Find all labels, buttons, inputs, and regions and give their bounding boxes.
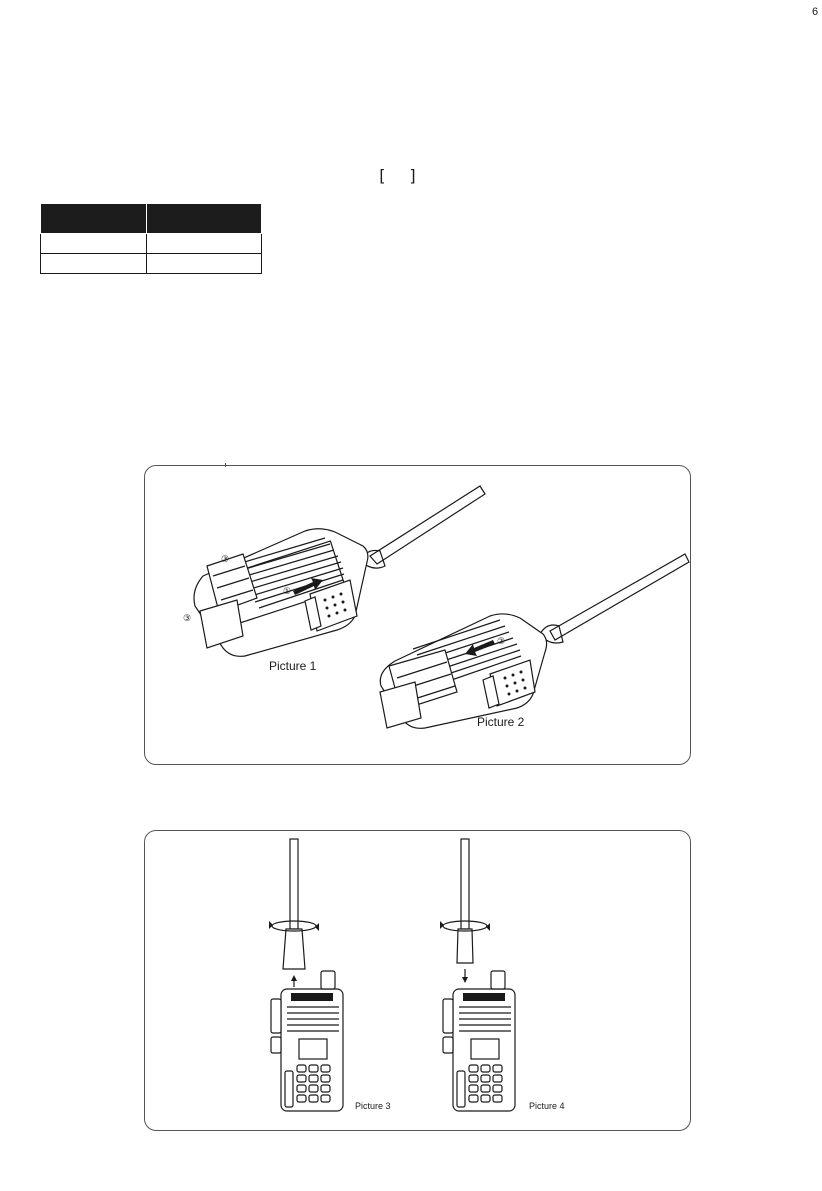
battery-figure-panel <box>144 465 691 765</box>
antenna-figure-panel <box>144 830 691 1131</box>
bracket-glyph: [ ] <box>377 166 424 185</box>
picture-2-caption: Picture 2 <box>477 715 525 729</box>
table-cell <box>147 254 262 274</box>
table-row <box>41 254 262 274</box>
spec-table <box>40 203 262 274</box>
step-1-marker: ① <box>283 586 292 596</box>
picture-1-caption: Picture 1 <box>269 659 317 673</box>
table-header-row <box>41 204 262 234</box>
table-row <box>41 234 262 254</box>
table-header-cell <box>41 204 147 234</box>
radio-illustration-4 <box>145 831 692 1132</box>
step-2-marker: ② <box>497 636 506 646</box>
table-header-cell <box>147 204 262 234</box>
step-3-marker-top: ③ <box>221 554 230 564</box>
table-cell <box>41 234 147 254</box>
table-cell <box>147 234 262 254</box>
step-3-marker-bottom: ③ <box>183 613 192 623</box>
picture-3-caption: Picture 3 <box>355 1101 391 1111</box>
table-cell <box>41 254 147 274</box>
page-number: 6 <box>812 6 819 18</box>
picture-4-caption: Picture 4 <box>529 1101 565 1111</box>
radio-illustration-2 <box>145 466 692 766</box>
